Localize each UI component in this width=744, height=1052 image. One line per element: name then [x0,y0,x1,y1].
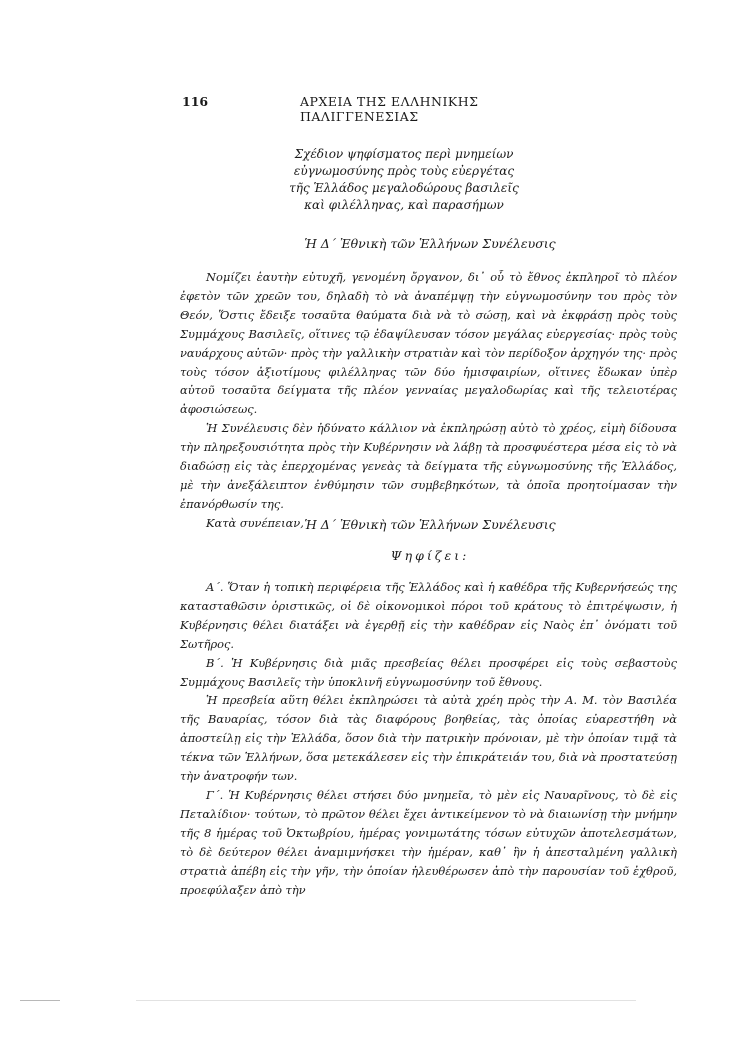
preamble-text [180,268,677,533]
articles-text [180,578,677,899]
title-line: εὐγνωμοσύνης πρὸς τοὺς εὐεργέτας [293,164,515,178]
article-paragraph: Β΄. Ἡ Κυβέρνησις διὰ μιᾶς πρεσβείας θέλει προσφέρει εἰς τοὺς σεβαστοὺς Συμμάχους Βασιλεῖς τὴν ὑποκλινῆ εὐγνωμοσύνην τοῦ ἔθνους. [180,655,677,689]
title-line: Σχέδιον ψηφίσματος περὶ μνημείων [294,147,514,161]
document-title [264,146,544,214]
decree-word: Ψηφίζει: [390,548,470,563]
article-paragraph: Ἡ πρεσβεία αὕτη θέλει ἐκπληρώσει τὰ αὐτὰ χρέη πρὸς τὴν Α. Μ. τὸν Βασιλέα τῆς Βαυαρίας, τόσον διὰ τὰς διαφόρους βοηθείας, τὰς ὁποίας εὐαρεστήθη νὰ ἀποστείλῃ εἰς τὴν Ἑλλάδα, ὅσον διὰ τὴν πατρικὴν πρόνοιαν, μὲ τὴν ὁποίαν τιμᾷ τὰ τέκνα τῶν Ἑλλήνων, ὅσα μετεκάλεσεν εἰς τὴν ἐπικράτειάν του, διὰ νὰ προστατεύσῃ τὴν ἀνατροφήν των. [180,693,677,784]
title-line: καὶ φιλέλληνας, καὶ παρασήμων [304,198,504,212]
footer-rule-left [20,1000,60,1001]
assembly-heading-2: Ἡ Δ΄ Ἐθνικὴ τῶν Ἑλλήνων Συνέλευσις [304,517,556,532]
article-paragraph: Γ΄. Ἡ Κυβέρνησις θέλει στήσει δύο μνημεῖα, τὸ μὲν εἰς Ναυαρῖνους, τὸ δὲ εἰς Πεταλίδιον· τούτων, τὸ πρῶτον θέλει ἔχει ἀντικείμενον τὸ νὰ διαιωνίσῃ τὴν μνήμην τῆς 8 ἡμέρας τοῦ Ὀκτωβρίου, ἡμέρας γονιμωτάτης τόσων εὐτυχῶν ἀποτελεσμάτων, τὸ δὲ δεύτερον θέλει ἀναμιμνήσκει τὴν ἡμέραν, καθ᾽ ἣν ἡ ἀπεσταλμένη γαλλικὴ στρατιὰ ἀπέβη εἰς τὴν γῆν, τὴν ὁποίαν ἠλευθέρωσεν ἀπὸ τὴν παρουσίαν τοῦ ἐχθροῦ, προεφύλαξεν ἀπὸ τὴν [180,787,677,897]
assembly-heading: Ἡ Δ΄ Ἐθνικὴ τῶν Ἑλλήνων Συνέλευσις [304,236,556,251]
article-paragraph: Α΄. Ὅταν ἡ τοπικὴ περιφέρεια τῆς Ἑλλάδος καὶ ἡ καθέδρα τῆς Κυβερνήσεώς της κατασταθῶσιν ὁριστικῶς, οἱ δὲ οἰκονομικοὶ πόροι τοῦ κράτους τὸ ἐπιτρέψωσιν, ἡ Κυβέρνησις θέλει διατάξει νὰ ἐγερθῇ εἰς τὴν καθέδραν εἰς Ναὸς ἐπ᾽ ὀνόματι τοῦ Σωτῆρος. [180,580,677,651]
paragraph: Ἡ Συνέλευσις δὲν ἠδύνατο κάλλιον νὰ ἐκπληρώσῃ αὐτὸ τὸ χρέος, εἰμὴ δίδουσα τὴν πληρεξουσιότητα πρὸς τὴν Κυβέρνησιν νὰ λάβῃ τὰ προσφυέστερα μέσα εἰς τὸ νὰ διαδώσῃ εἰς τὰς ἐπερχομένας γενεὰς τὰ δείγματα τῆς εὐγνωμοσύνης τῆς Ἑλλάδος, μὲ τὴν ἀνεξάλειπτον ἐνθύμησιν τῶν συμβεβηκότων, τὰ ὁποῖα προητοίμασαν τὴν ἐπανόρθωσίν της. [180,421,677,511]
page-number: 116 [182,94,209,109]
page-header [182,94,584,124]
title-line: τῆς Ἑλλάδος μεγαλοδώρους βασιλεῖς [289,181,519,195]
running-title: ΑΡΧΕΙΑ ΤΗΣ ΕΛΛΗΝΙΚΗΣ ΠΑΛΙΓΓΕΝΕΣΙΑΣ [300,94,479,124]
paragraph: Κατὰ συνέπειαν, [206,515,304,530]
footer-rule-center [136,1000,636,1001]
paragraph: Νομίζει ἑαυτὴν εὐτυχῆ, γενομένη ὄργανον, δι᾽ οὗ τὸ ἔθνος ἐκπληροῖ τὸ πλέον ἐφετὸν τῶν χρεῶν του, δηλαδὴ τὸ νὰ ἀναπέμψῃ τὴν εὐγνωμοσύνην του πρὸς τὸν Θεόν, Ὅστις ἔδειξε τοσαῦτα θαύματα διὰ νὰ τὸ σώσῃ, καὶ νὰ ἐκφράσῃ πρὸς τοὺς Συμμάχους Βασιλεῖς, οἵτινες τῷ ἐδαψίλευσαν τόσον μεγάλας εὐεργεσίας· πρὸς τοὺς ναυάρχους αὐτῶν· πρὸς τὴν γαλλικὴν στρατιὰν καὶ τὸν περίδοξον ἀρχηγόν της· πρὸς τοὺς τόσον ἀξιοτίμους φιλέλληνας τῶν δύο ἡμισφαιρίων, οἵτινες ἔδωκαν ὑπὲρ αὐτοῦ τοσαῦτα δείγματα τῆς πλέον γενναίας μεγαλοδωρίας καὶ τῆς τελειοτέρας ἀφοσιώσεως. [180,270,678,417]
